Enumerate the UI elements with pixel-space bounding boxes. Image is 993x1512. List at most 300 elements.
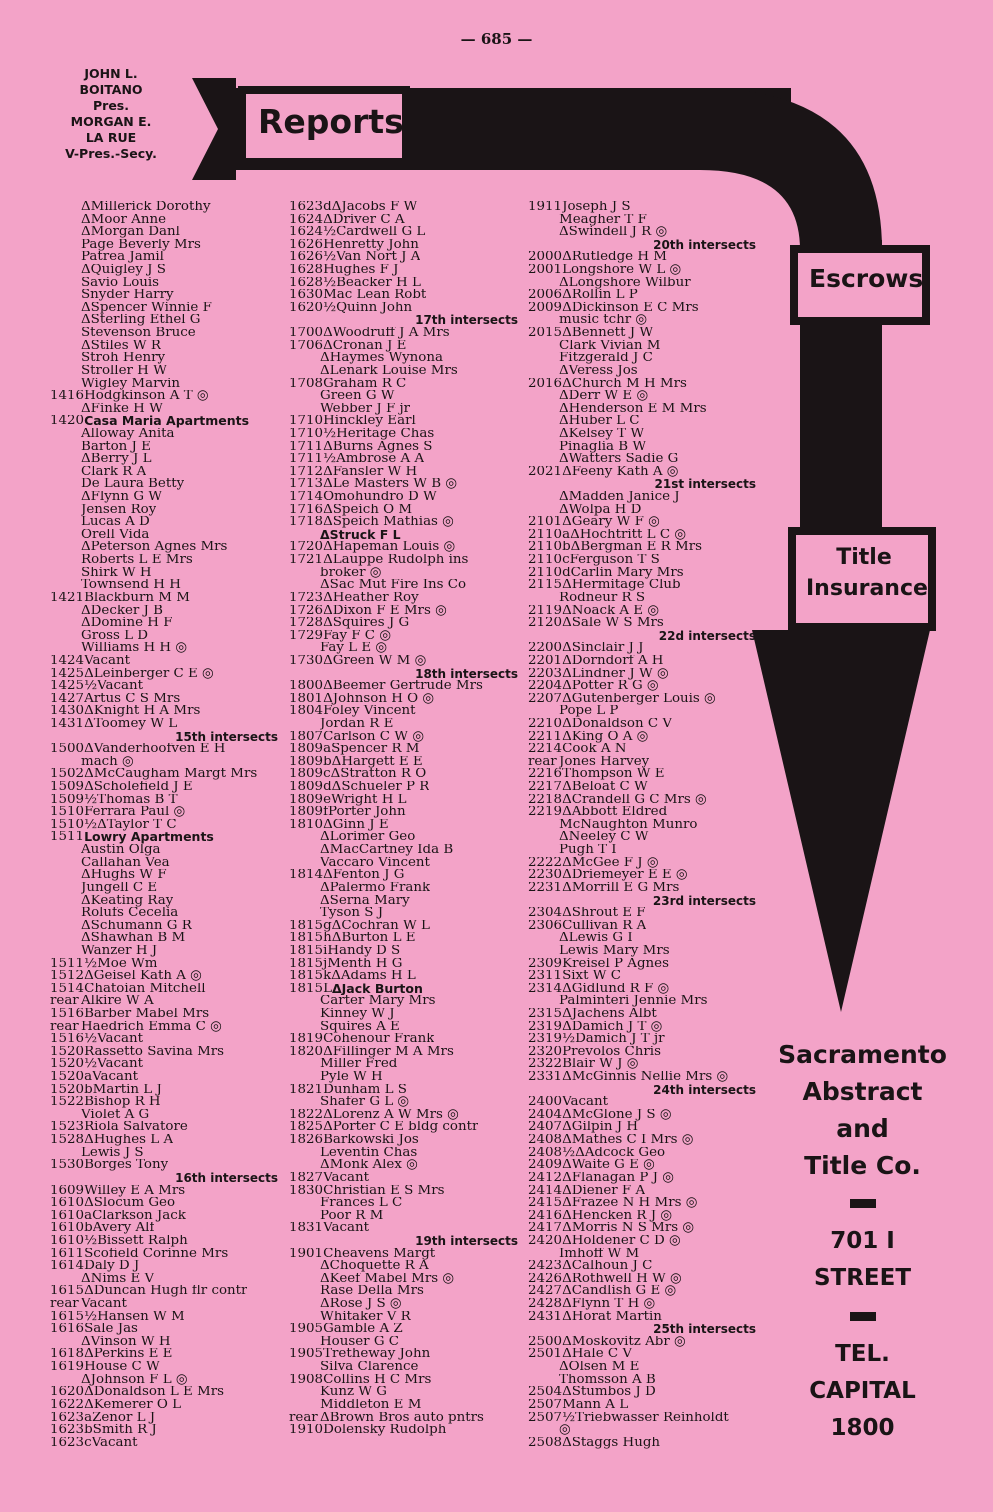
directory-entry	[528, 806, 760, 819]
resident-name: ΔStiles W R	[81, 339, 161, 353]
directory-entry	[289, 289, 522, 302]
directory-entry	[289, 226, 522, 239]
house-number	[528, 945, 559, 958]
officer-line: LA RUE	[85, 130, 137, 145]
resident-name: ΔJohnson H O ◎	[323, 692, 435, 706]
house-number: 1710	[289, 415, 324, 428]
house-number	[50, 932, 81, 945]
directory-entry	[50, 1147, 282, 1160]
house-number: 1427	[50, 692, 85, 706]
resident-name: ΔPotter R G ◎	[562, 680, 659, 693]
house-number: 1809a	[289, 743, 332, 756]
resident-name: ΔBennett J W	[562, 327, 654, 340]
directory-entry	[50, 958, 282, 971]
resident-name: Vacant	[81, 1298, 127, 1311]
house-number: 1628½	[289, 276, 337, 290]
house-number: 1431	[50, 717, 85, 731]
resident-name: Dolensky Rudolph	[323, 1424, 447, 1437]
house-number: 1713	[289, 478, 324, 492]
resident-name: Hodgkinson A T ◎	[84, 390, 209, 403]
resident-name: ΔVanderhoofven E H	[84, 743, 226, 756]
directory-entry	[528, 441, 760, 454]
directory-entry	[528, 920, 760, 933]
resident-name: Daly D J	[84, 1260, 140, 1273]
house-number: 2412	[528, 1171, 563, 1185]
house-number: 1622	[50, 1398, 85, 1412]
house-number	[50, 327, 81, 340]
resident-name: ΔMillerick Dorothy	[81, 201, 211, 214]
directory-entry	[528, 983, 760, 996]
house-number: 1711	[289, 440, 324, 454]
directory-entry	[289, 1071, 522, 1084]
directory-entry	[50, 630, 282, 643]
resident-name: Ambrose A A	[336, 453, 425, 466]
house-number: 1726	[289, 604, 324, 618]
house-number: 2101	[528, 516, 563, 529]
directory-entry	[50, 1273, 282, 1286]
directory-entry	[528, 415, 760, 428]
directory-entry	[289, 1046, 522, 1059]
resident-name: Artus C S Mrs	[84, 692, 181, 706]
resident-name: Blair W J ◎	[562, 1058, 639, 1072]
directory-entry	[528, 365, 760, 378]
house-number: 2431	[528, 1310, 563, 1324]
resident-name: ΔFansler W H	[323, 465, 418, 479]
resident-name: ΔBurns Agnes S	[323, 440, 433, 454]
directory-entry	[289, 1374, 522, 1387]
directory-entry	[289, 1197, 522, 1210]
resident-name: ΔSinclair J J	[562, 642, 644, 655]
house-number	[50, 441, 81, 454]
directory-entry	[528, 201, 760, 214]
resident-name: Haedrich Emma C ◎	[81, 1020, 222, 1034]
resident-name: Cardwell G L	[336, 226, 426, 239]
house-number	[289, 895, 320, 908]
resident-name: House C W	[84, 1361, 160, 1374]
directory-entry	[528, 819, 760, 832]
directory-entry	[528, 1235, 760, 1248]
house-number	[528, 504, 559, 517]
resident-name: ΔWaite G E ◎	[562, 1159, 655, 1172]
resident-name: ΔMathes C I Mrs ◎	[562, 1134, 694, 1147]
house-number: 2309	[528, 957, 563, 971]
resident-name: Thomsson A B	[559, 1373, 656, 1387]
directory-entry	[50, 794, 282, 807]
house-number	[289, 1298, 320, 1311]
resident-name: ΔCandlish G E ◎	[562, 1285, 677, 1299]
resident-name: ΔAdcock Geo	[575, 1146, 666, 1160]
directory-entry	[289, 504, 522, 517]
directory-entry	[50, 1336, 282, 1349]
house-number	[50, 214, 81, 227]
house-number	[289, 529, 320, 542]
officer-line: BOITANO	[79, 82, 143, 97]
resident-name: ΔSterling Ethel G	[81, 314, 201, 328]
directory-entry	[50, 478, 282, 491]
resident-name: ΔShawhan B M	[81, 932, 186, 945]
directory-entry	[528, 680, 760, 693]
directory-entry	[289, 819, 522, 832]
resident-name: Lowry Apartments	[84, 831, 214, 845]
house-number: 1711½	[289, 453, 337, 466]
house-number: 1815k	[289, 970, 332, 983]
house-number: 1421	[50, 591, 85, 605]
house-number: rear	[50, 1020, 79, 1034]
directory-entry	[50, 1008, 282, 1021]
directory-entry	[289, 995, 522, 1008]
house-number: 1700	[289, 327, 324, 340]
resident-name: McNaughton Munro	[559, 818, 698, 832]
directory-entry	[50, 806, 282, 819]
resident-name: ΔHermitage Club	[562, 579, 681, 592]
house-number: 1630	[289, 289, 324, 302]
directory-entry	[289, 516, 522, 529]
resident-name: Meagher T F	[559, 213, 647, 227]
house-number: 1822	[289, 1108, 324, 1122]
house-number: 1615	[50, 1285, 85, 1299]
directory-entry	[50, 1298, 282, 1311]
directory-entry	[50, 617, 282, 630]
house-number	[289, 882, 320, 895]
directory-entry	[289, 491, 522, 504]
house-number: 2414	[528, 1184, 563, 1198]
directory-entry	[289, 781, 522, 794]
house-number: 2407	[528, 1121, 563, 1135]
directory-entry	[50, 453, 282, 466]
directory-entry	[289, 1121, 522, 1134]
directory-entry	[289, 869, 522, 882]
resident-name: ΔHeather Roy	[323, 591, 419, 605]
house-number: 1520½	[50, 1058, 98, 1072]
house-number: 2500	[528, 1335, 563, 1349]
directory-entry	[289, 352, 522, 365]
resident-name: ΔMorgan Danl	[81, 226, 180, 239]
directory-entry	[289, 1399, 522, 1412]
house-number: 1718	[289, 516, 324, 529]
directory-entry	[289, 390, 522, 403]
resident-name: ΔFlynn T H ◎	[562, 1298, 656, 1311]
directory-entry	[528, 1437, 760, 1450]
house-number: rear	[289, 1411, 318, 1425]
house-number: 2119	[528, 604, 563, 618]
directory-entry	[289, 466, 522, 479]
resident-name: Tretheway John	[323, 1348, 431, 1362]
house-number: 2218	[528, 793, 563, 807]
house-number	[50, 251, 81, 264]
directory-entry	[528, 655, 760, 668]
resident-name: ΔRothwell H W ◎	[562, 1272, 682, 1286]
house-number	[289, 1071, 320, 1084]
resident-name: Orell Vida	[81, 528, 150, 542]
resident-name: Cohenour Frank	[323, 1033, 435, 1046]
house-number: 2201	[528, 654, 563, 668]
resident-name: Frances L C	[320, 1197, 403, 1210]
resident-name: Sixt W C	[562, 970, 621, 983]
house-number: 2428	[528, 1298, 563, 1311]
house-number: 1626	[289, 238, 324, 252]
directory-entry	[528, 1298, 760, 1311]
house-number: 1509	[50, 781, 85, 794]
resident-name: ΔChoquette R A	[320, 1260, 429, 1273]
directory-entry	[528, 1172, 760, 1185]
house-number: 1729	[289, 629, 324, 643]
resident-name: ΔStumbos J D	[562, 1386, 656, 1399]
directory-entry	[289, 251, 522, 264]
directory-entry	[528, 756, 760, 769]
directory-entry	[289, 327, 522, 340]
house-number	[289, 831, 320, 844]
resident-name: Spencer R M	[331, 743, 420, 756]
house-number	[528, 390, 559, 403]
directory-entry	[50, 1424, 282, 1437]
directory-entry	[50, 201, 282, 214]
resident-name: ΔMoskovitz Abr ◎	[562, 1335, 686, 1349]
resident-name: Middleton E M	[320, 1398, 422, 1412]
title-insurance-line: Insurance	[806, 576, 928, 601]
directory-entry	[528, 668, 760, 681]
directory-entry	[50, 920, 282, 933]
directory-entry	[50, 390, 282, 403]
street-intersection-header: 20th intersects	[653, 238, 756, 252]
resident-name: ΔBrown Bros auto pntrs	[320, 1411, 484, 1425]
directory-entry	[528, 1071, 760, 1084]
resident-name: ΔFeeny Kath A ◎	[562, 465, 679, 479]
directory-entry	[50, 554, 282, 567]
resident-name: Cullivan R A	[562, 919, 647, 933]
house-number: 1511½	[50, 957, 98, 971]
resident-name: Roberts L E Mrs	[81, 554, 193, 567]
directory-entry	[50, 1033, 282, 1046]
directory-entry	[289, 478, 522, 491]
house-number: 1706	[289, 339, 324, 353]
house-number	[50, 907, 81, 920]
directory-entry	[528, 1008, 760, 1021]
directory-entry	[50, 1437, 282, 1450]
resident-name: Cook A N	[562, 743, 627, 756]
house-number: 2203	[528, 667, 563, 681]
house-number: 1520a	[50, 1071, 93, 1084]
house-number	[50, 869, 81, 882]
resident-name: Van Nort J A	[336, 251, 421, 265]
resident-name: Patrea Jamil	[81, 251, 164, 265]
house-number	[289, 1159, 320, 1172]
house-number: 2501	[528, 1348, 563, 1362]
directory-entry	[528, 314, 760, 327]
directory-entry	[50, 819, 282, 832]
resident-name: ΔDiener F A	[562, 1184, 646, 1198]
resident-name: ΔHargett E E	[331, 755, 423, 769]
house-number	[50, 466, 81, 479]
directory-entry	[289, 630, 522, 643]
directory-entry	[528, 1260, 760, 1273]
house-number: 2420	[528, 1234, 563, 1248]
house-number	[50, 844, 81, 857]
directory-entry	[528, 554, 760, 567]
resident-name: ΔKnight H A Mrs	[84, 705, 201, 718]
house-number: 1730	[289, 654, 324, 668]
directory-entry	[289, 1248, 522, 1261]
house-number: 1610	[50, 1197, 85, 1210]
house-number	[289, 1260, 320, 1273]
resident-name: Cheavens Margt	[323, 1247, 436, 1261]
resident-name: Barkowski Jos	[323, 1134, 419, 1147]
resident-name: Vaccaro Vincent	[320, 856, 430, 870]
directory-entry	[528, 529, 760, 542]
company-name-line: and	[836, 1114, 889, 1143]
resident-name: broker ◎	[320, 566, 382, 580]
house-number: 1523	[50, 1121, 85, 1135]
resident-name: ΔLe Masters W B ◎	[323, 478, 458, 492]
directory-entry	[50, 441, 282, 454]
directory-entry	[528, 340, 760, 353]
house-number	[50, 277, 81, 290]
resident-name: Violet A G	[81, 1108, 150, 1122]
house-number: 2120	[528, 617, 563, 630]
company-name-line: Abstract	[802, 1077, 923, 1106]
house-number	[289, 579, 320, 592]
house-number: 2110d	[528, 566, 571, 580]
resident-name: Vacant	[97, 680, 143, 693]
house-number: 1615½	[50, 1310, 98, 1324]
house-number: 2000	[528, 251, 563, 265]
directory-entry	[289, 731, 522, 744]
house-number: 2219	[528, 806, 563, 819]
directory-entry	[50, 655, 282, 668]
directory-entry	[528, 1058, 760, 1071]
directory-column-3	[528, 201, 760, 1449]
house-number	[50, 920, 81, 933]
directory-entry	[50, 831, 282, 844]
house-number: 1830	[289, 1184, 324, 1198]
directory-entry	[50, 1121, 282, 1134]
directory-entry	[50, 415, 282, 428]
house-number	[289, 642, 320, 655]
directory-entry	[528, 277, 760, 290]
directory-entry	[289, 958, 522, 971]
house-number: 1514	[50, 982, 85, 996]
resident-name: Christian E S Mrs	[323, 1184, 445, 1198]
directory-entry	[50, 693, 282, 706]
directory-entry	[50, 756, 282, 769]
resident-name: ΔMorris N S Mrs ◎	[562, 1222, 695, 1235]
directory-entry	[289, 617, 522, 630]
house-number	[289, 403, 320, 416]
resident-name: ΔLindner J W ◎	[562, 667, 669, 681]
house-number: 1522	[50, 1096, 85, 1109]
resident-name: Jungell C E	[81, 881, 158, 895]
resident-name: Rodneur R S	[559, 591, 646, 605]
resident-name: Omohundro D W	[323, 491, 437, 504]
house-number	[50, 340, 81, 353]
house-number	[528, 995, 559, 1008]
house-number: 1723	[289, 591, 324, 605]
directory-column-1	[50, 201, 282, 1449]
directory-entry	[50, 251, 282, 264]
directory-entry	[289, 1336, 522, 1349]
house-number	[289, 1058, 320, 1071]
house-number: 1619	[50, 1361, 85, 1374]
resident-name: ΔNoack A E ◎	[562, 604, 660, 618]
house-number: 2211	[528, 730, 563, 744]
house-number: 2320	[528, 1045, 563, 1059]
directory-entry	[528, 390, 760, 403]
house-number: 1510	[50, 806, 85, 819]
directory-entry	[289, 1323, 522, 1336]
directory-entry	[50, 403, 282, 416]
resident-name: ΔKeating Ray	[81, 894, 174, 908]
house-number: 1827	[289, 1171, 324, 1185]
resident-name: ΔHencken R J ◎	[562, 1209, 673, 1223]
address-line: STREET	[813, 1265, 912, 1291]
resident-name: ΔDomine H F	[81, 617, 173, 630]
house-number: 2217	[528, 781, 563, 794]
street-intersection-header: 25th intersects	[653, 1323, 756, 1336]
directory-entry	[289, 441, 522, 454]
officer-line: JOHN L.	[84, 66, 138, 81]
directory-entry	[289, 857, 522, 870]
directory-entry	[289, 1361, 522, 1374]
house-number	[50, 264, 81, 277]
directory-entry	[528, 743, 760, 756]
directory-entry	[528, 567, 760, 580]
house-number: 2408	[528, 1134, 563, 1147]
directory-entry	[289, 794, 522, 807]
resident-name: Green G W	[320, 390, 395, 403]
house-number: 2214	[528, 743, 563, 756]
house-number	[528, 365, 559, 378]
resident-name: ΔLewis G I	[559, 932, 633, 945]
directory-entry	[528, 352, 760, 365]
resident-name: Austin Olga	[81, 844, 161, 857]
street-intersection-header: 17th intersects	[415, 314, 518, 328]
house-number	[50, 478, 81, 491]
street-intersection-header: 19th intersects	[415, 1234, 518, 1248]
directory-entry	[289, 403, 522, 416]
directory-entry	[528, 882, 760, 895]
resident-name: ΔMorrill E G Mrs	[562, 881, 680, 895]
directory-entry	[50, 365, 282, 378]
house-number	[528, 1374, 559, 1387]
house-number: 2314	[528, 982, 563, 996]
directory-entry	[528, 970, 760, 983]
house-number: 1425	[50, 667, 85, 681]
house-number: 1905	[289, 1348, 324, 1362]
house-number: 1720	[289, 541, 324, 555]
directory-entry	[528, 1197, 760, 1210]
resident-name: ΔLeinberger C E ◎	[84, 667, 214, 681]
title-insurance-line: Title	[836, 545, 892, 570]
resident-name: ΔSchumann G R	[81, 919, 192, 933]
directory-entry	[289, 1412, 522, 1425]
resident-name: ΔJohnson F L ◎	[81, 1373, 188, 1387]
resident-name: Vacant	[323, 1171, 369, 1185]
resident-name: Quinn John	[336, 301, 413, 315]
house-number: 1815h	[289, 932, 332, 945]
resident-name: ΔLenark Louise Mrs	[320, 364, 458, 378]
directory-entry	[50, 239, 282, 252]
house-number	[50, 1147, 81, 1160]
house-number	[50, 605, 81, 618]
directory-entry	[50, 579, 282, 592]
directory-entry	[289, 1084, 522, 1097]
house-number	[528, 314, 559, 327]
resident-name: Bishop R H	[84, 1096, 161, 1109]
house-number	[50, 882, 81, 895]
house-number	[50, 1273, 81, 1286]
resident-name: Willey E A Mrs	[84, 1184, 186, 1198]
house-number: 1810	[289, 818, 324, 832]
house-number: 1516½	[50, 1033, 98, 1046]
